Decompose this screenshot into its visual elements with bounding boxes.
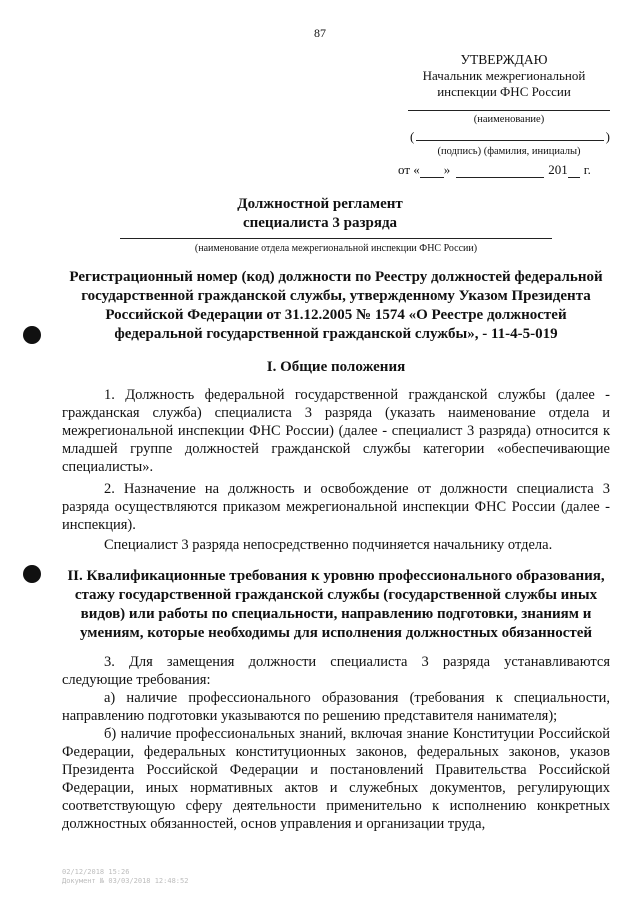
- document-title: [0, 195, 640, 233]
- dept-name-caption: (наименование отдела межрегиональной инспекции ФНС России): [194, 243, 478, 254]
- date-year-suffix: г.: [583, 162, 591, 177]
- punch-hole-mark: [23, 326, 41, 344]
- signature-paren-close: ): [605, 129, 610, 144]
- approval-name-rule: [408, 110, 610, 111]
- footer-stamp-line1: 02/12/2018 15:26: [62, 868, 130, 876]
- section-2-paragraph-a: а) наличие профессионального образования (требования к специальности, направлению подготовки указываются по решению представителя нанимателя);: [62, 690, 610, 724]
- section-1-paragraph-2: 2. Назначение на должность и освобождение от должности специалиста 3 разряда осуществляются приказом межрегиональной инспекции ФНС России (далее - инспекция).: [62, 481, 610, 533]
- date-year: 201: [548, 162, 568, 177]
- approval-date-line: [398, 162, 610, 178]
- signature-blank: [416, 130, 603, 141]
- approval-title: УТВЕРЖДАЮ: [460, 52, 548, 67]
- date-prefix: от «: [398, 162, 420, 177]
- page-number: 87: [314, 26, 326, 40]
- footer-stamp: [62, 868, 188, 886]
- approval-block: [398, 52, 610, 178]
- approval-signature-caption: (подпись) (фамилия, инициалы): [437, 146, 581, 157]
- approval-position-line2: инспекции ФНС России: [437, 84, 571, 99]
- title-line1: Должностной регламент: [237, 196, 403, 212]
- section-2-paragraph-3: 3. Для замещения должности специалиста 3 разряда устанавливаются следующие требования:: [62, 654, 610, 688]
- date-year-blank: [568, 166, 580, 178]
- approval-signature-field: [398, 130, 610, 144]
- registration-code: Регистрационный номер (код) должности по Реестру должностей федеральной государственной гражданской службы, утвержденному Указом Президента Российской Федерации от 31.12.2005 № 1574 «О Реестре должностей федеральной государственной гражданской службы», - 11-4-5-019: [69, 269, 603, 342]
- section-1-paragraph-1: 1. Должность федеральной государственной гражданской службы (далее - гражданская служба) специалиста 3 разряда (указать наименование отдела и межрегиональной инспекции ФНС России) (далее - специалист 3 разряда) относится к младшей группе должностей гражданской службы категории «обеспечивающие специалисты».: [62, 387, 610, 475]
- section-1-paragraph-3: Специалист 3 разряда непосредственно подчиняется начальнику отдела.: [104, 537, 553, 553]
- section-1-heading: I. Общие положения: [266, 359, 406, 375]
- title-line2: специалиста 3 разряда: [242, 215, 398, 231]
- date-day-blank: [420, 166, 444, 178]
- signature-paren-open: (: [410, 129, 415, 144]
- punch-hole-mark: [23, 565, 41, 583]
- section-2-paragraph-b: б) наличие профессиональных знаний, включая знание Конституции Российской Федерации, федеральных конституционных законов, федеральных законов, указов Президента Российской Федерации и постановлений Правительства Российской Федерации, иных нормативных актов и служебных документов, регулирующих соответствующую сферу деятельности применительно к исполнению конкретных должностных обязанностей, основ управления и организации труда,: [62, 726, 610, 832]
- date-mid: »: [443, 162, 451, 177]
- approval-name-caption: (наименование): [473, 114, 545, 125]
- section-2-heading: II. Квалификационные требования к уровню профессионального образования, стажу государственной гражданской службы (государственной службы иных видов) или работы по специальности, направлению подготовки, знаниям и умениям, которые необходимы для исполнения должностных обязанностей: [67, 568, 605, 641]
- approval-position-line1: Начальник межрегиональной: [422, 68, 586, 83]
- date-month-blank: [456, 166, 544, 178]
- footer-stamp-line2: Документ № 03/03/2018 12:48:52: [62, 877, 189, 885]
- dept-name-rule: [120, 238, 552, 239]
